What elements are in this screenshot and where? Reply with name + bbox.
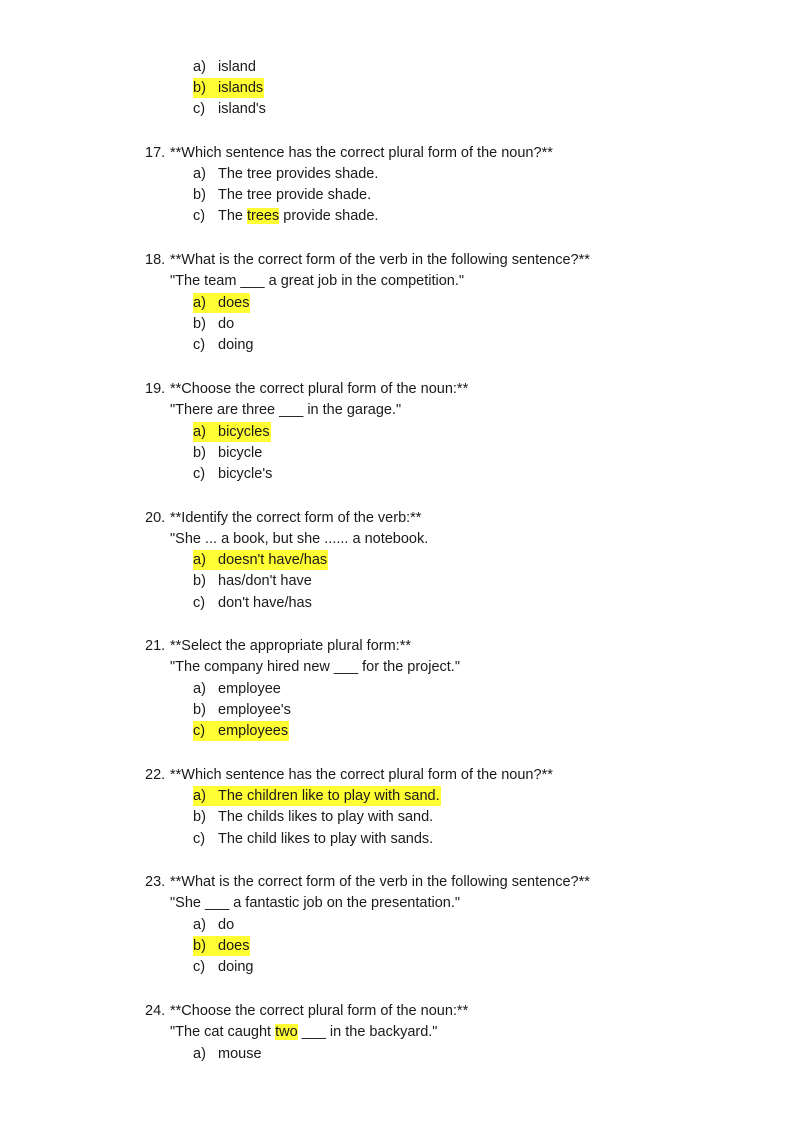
option-21c-answer: c) employees <box>193 723 289 739</box>
question-number-18: 18. <box>145 252 166 268</box>
question-number-21: 21. <box>145 638 166 654</box>
option-17a: a) The tree provides shade. <box>193 166 379 182</box>
option-19b: b) bicycle <box>193 445 263 461</box>
question-number-20: 20. <box>145 510 166 526</box>
question-number-23: 23. <box>145 874 166 890</box>
question-number-22: 22. <box>145 767 166 783</box>
option-21b: b) employee's <box>193 702 291 718</box>
question-text-22: **Which sentence has the correct plural form of the noun?** <box>170 767 553 783</box>
option-22a-answer: a) The children like to play with sand. <box>193 788 440 804</box>
question-text-24: **Choose the correct plural form of the noun:** <box>170 1003 469 1019</box>
option-16a: a) island <box>193 59 256 75</box>
option-24a: a) mouse <box>193 1046 262 1062</box>
question-stem-21: "The company hired new ___ for the project." <box>170 659 460 675</box>
question-text-21: **Select the appropriate plural form:** <box>170 638 411 654</box>
option-23a: a) do <box>193 917 235 933</box>
question-stem-20: "She ... a book, but she ...... a notebook. <box>170 531 429 547</box>
question-stem-23: "She ___ a fantastic job on the presentation." <box>170 895 461 911</box>
question-number-19: 19. <box>145 381 166 397</box>
option-22b: b) The childs likes to play with sand. <box>193 809 434 825</box>
option-21a: a) employee <box>193 681 281 697</box>
option-16c: c) island's <box>193 101 266 117</box>
question-text-20: **Identify the correct form of the verb:** <box>170 510 422 526</box>
question-text-18: **What is the correct form of the verb in the following sentence?** <box>170 252 590 268</box>
option-17c: c) The trees provide shade. <box>193 208 379 224</box>
question-stem-19: "There are three ___ in the garage." <box>170 402 402 418</box>
question-number-24: 24. <box>145 1003 166 1019</box>
option-18a-answer: a) does <box>193 295 250 311</box>
option-19a-answer: a) bicycles <box>193 424 270 440</box>
question-text-19: **Choose the correct plural form of the noun:** <box>170 381 469 397</box>
option-20b: b) has/don't have <box>193 573 312 589</box>
question-stem-24: "The cat caught two ___ in the backyard." <box>170 1024 438 1040</box>
option-20c: c) don't have/has <box>193 595 312 611</box>
option-17b: b) The tree provide shade. <box>193 187 372 203</box>
question-stem-18: "The team ___ a great job in the competition." <box>170 273 465 289</box>
option-19c: c) bicycle's <box>193 466 273 482</box>
option-23c: c) doing <box>193 959 254 975</box>
question-text-17: **Which sentence has the correct plural form of the noun?** <box>170 145 553 161</box>
option-20a-answer: a) doesn't have/has <box>193 552 328 568</box>
highlight-two: two <box>275 1024 298 1040</box>
question-number-17: 17. <box>145 145 166 161</box>
option-23b-answer: b) does <box>193 938 250 954</box>
option-16b-answer: b) islands <box>193 80 264 96</box>
highlight-trees: trees <box>247 208 280 224</box>
question-text-23: **What is the correct form of the verb in the following sentence?** <box>170 874 590 890</box>
option-22c: c) The child likes to play with sands. <box>193 831 434 847</box>
option-18b: b) do <box>193 316 235 332</box>
option-18c: c) doing <box>193 337 254 353</box>
